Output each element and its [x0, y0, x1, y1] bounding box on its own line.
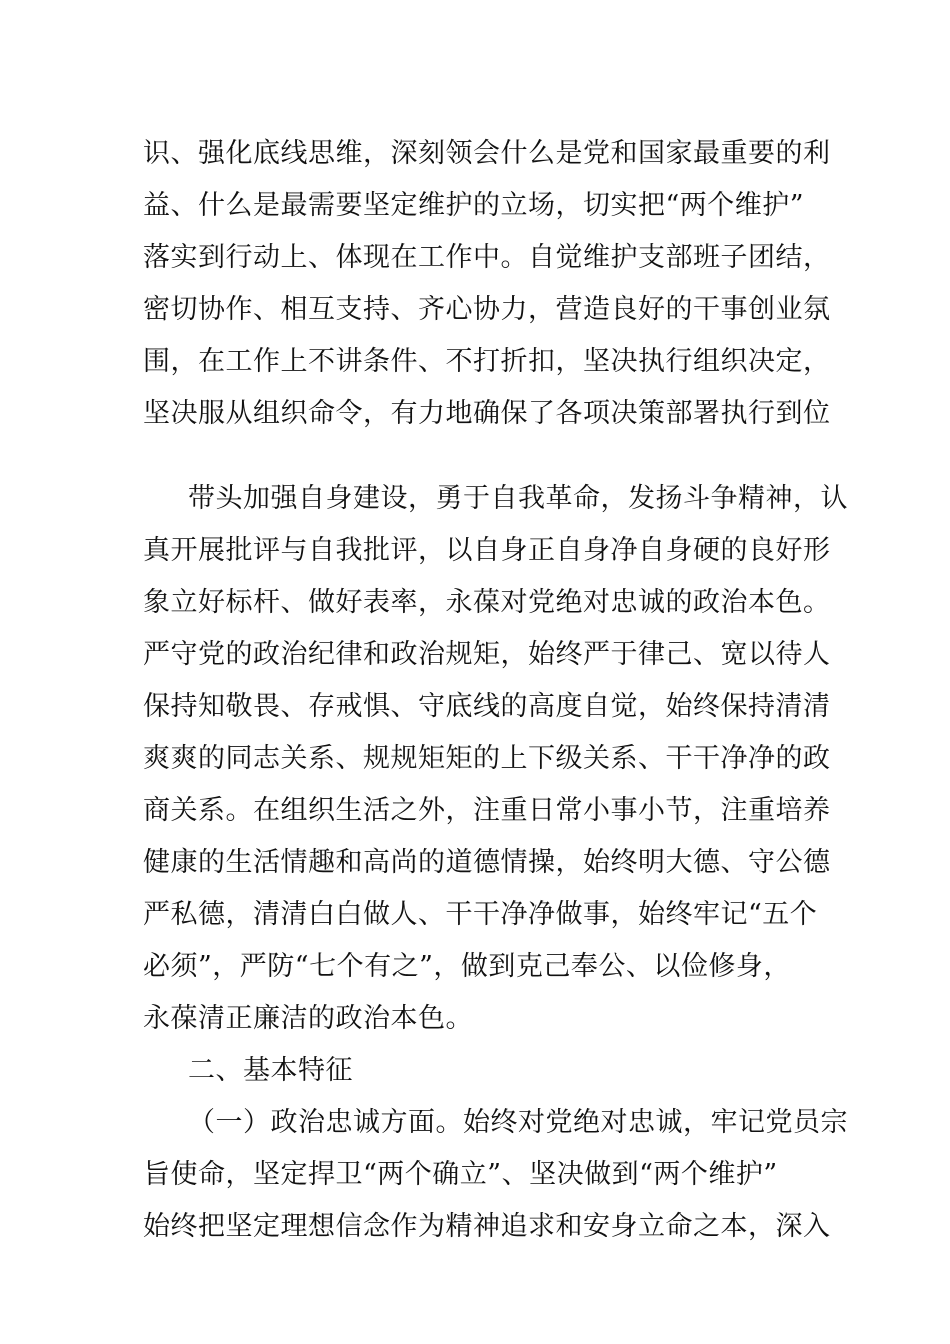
paragraph-1-line-4: 密切协作、相互支持、齐心协力，营造良好的干事创业氛: [143, 294, 831, 325]
paragraph-2-line-9: 严私德，清清白白做人、干干净净做事，始终牢记“五个: [143, 899, 818, 930]
paragraph-2-line-10: 必须”，严防“七个有之”，做到克己奉公、以俭修身，: [143, 951, 791, 982]
paragraph-3-line-2: 旨使命，坚定捍卫“两个确立”、坚决做到“两个维护”: [143, 1159, 778, 1190]
paragraph-3-line-3: 始终把坚定理想信念作为精神追求和安身立命之本，深入: [143, 1211, 831, 1242]
paragraph-2-line-5: 保持知敬畏、存戒惧、守底线的高度自觉，始终保持清清: [143, 691, 831, 722]
paragraph-2-line-8: 健康的生活情趣和高尚的道德情操，始终明大德、守公德: [143, 847, 831, 878]
paragraph-2-line-2: 真开展批评与自我批评，以自身正自身净自身硬的良好形: [143, 535, 831, 566]
paragraph-2-line-4: 严守党的政治纪律和政治规矩，始终严于律己、宽以待人: [143, 639, 831, 670]
paragraph-1-line-3: 落实到行动上、体现在工作中。自觉维护支部班子团结，: [143, 242, 831, 273]
paragraph-1-line-5: 围，在工作上不讲条件、不打折扣，坚决执行组织决定，: [143, 346, 831, 377]
paragraph-3-line-1: （一）政治忠诚方面。始终对党绝对忠诚，牢记党员宗: [188, 1107, 848, 1138]
paragraph-2-line-6: 爽爽的同志关系、规规矩矩的上下级关系、干干净净的政: [143, 743, 831, 774]
paragraph-1-line-2: 益、什么是最需要坚定维护的立场，切实把“两个维护”: [143, 190, 805, 221]
paragraph-2-line-7: 商关系。在组织生活之外，注重日常小事小节，注重培养: [143, 795, 831, 826]
paragraph-2-line-1: 带头加强自身建设，勇于自我革命，发扬斗争精神，认: [188, 483, 848, 514]
paragraph-2-line-3: 象立好标杆、做好表率，永葆对党绝对忠诚的政治本色。: [143, 587, 831, 618]
paragraph-1-line-6: 坚决服从组织命令，有力地确保了各项决策部署执行到位: [143, 398, 831, 429]
paragraph-1-line-1: 识、强化底线思维，深刻领会什么是党和国家最重要的利: [143, 138, 831, 169]
section-heading: 二、基本特征: [188, 1055, 353, 1086]
paragraph-2-line-11: 永葆清正廉洁的政治本色。: [143, 1003, 473, 1034]
